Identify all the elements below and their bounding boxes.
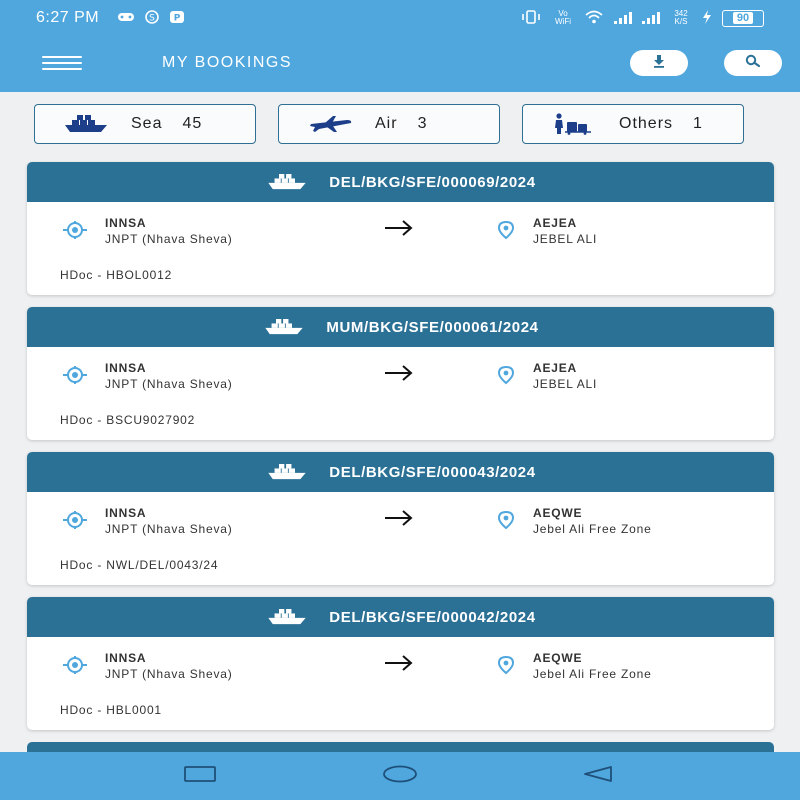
ship-icon <box>262 319 306 335</box>
network-speed: 342 K/S <box>674 9 688 26</box>
ship-icon <box>265 174 309 190</box>
booking-route <box>27 637 774 699</box>
square-icon <box>183 766 217 787</box>
destination-name: Jebel Ali Free Zone <box>533 667 652 681</box>
status-system-icons <box>520 10 764 27</box>
svg-text:S: S <box>149 13 155 23</box>
origin-code: INNSA <box>105 506 147 520</box>
tab-sea-label: Sea <box>131 115 163 132</box>
booking-number: DEL/BKG/SFE/000042/2024 <box>329 608 536 626</box>
signal-icon <box>614 12 632 24</box>
booking-card[interactable] <box>27 162 774 295</box>
destination-code: AEQWE <box>533 506 583 520</box>
booking-route <box>27 347 774 409</box>
status-bar <box>0 0 800 36</box>
booking-card[interactable] <box>27 452 774 585</box>
airplane-icon <box>307 115 353 133</box>
booking-card[interactable] <box>27 307 774 440</box>
house-document: HDoc - HBOL0012 <box>60 268 173 282</box>
tab-air[interactable] <box>278 104 500 144</box>
gamepad-icon <box>117 11 135 26</box>
origin-code: INNSA <box>105 651 147 665</box>
destination-name: JEBEL ALI <box>533 377 598 391</box>
origin-name: JNPT (Nhava Sheva) <box>105 377 233 391</box>
booking-number: DEL/BKG/SFE/000069/2024 <box>329 173 536 191</box>
svg-text:P: P <box>173 13 181 23</box>
booking-card-header <box>27 307 774 347</box>
booking-route <box>27 202 774 264</box>
battery-indicator <box>722 10 764 27</box>
arrow-right-icon <box>383 218 415 243</box>
destination-pin-icon <box>497 365 515 390</box>
destination-code: AEJEA <box>533 216 578 230</box>
category-tabs <box>0 92 800 162</box>
tab-others-label: Others <box>619 115 674 132</box>
page-title: MY BOOKINGS <box>162 54 293 71</box>
origin-name: JNPT (Nhava Sheva) <box>105 232 233 246</box>
origin-code: INNSA <box>105 361 147 375</box>
origin-location-icon <box>61 510 89 535</box>
booking-card-header <box>27 597 774 637</box>
destination-pin-icon <box>497 655 515 680</box>
vibrate-icon <box>520 10 542 27</box>
house-document: HDoc - NWL/DEL/0043/24 <box>60 558 219 572</box>
arrow-right-icon <box>383 363 415 388</box>
tab-sea-count: 45 <box>182 115 203 132</box>
menu-icon[interactable] <box>42 56 82 70</box>
search-button[interactable] <box>724 50 782 76</box>
tab-air-label: Air <box>375 115 398 132</box>
circle-icon <box>381 765 419 788</box>
dollar-app-icon <box>145 10 159 27</box>
payment-app-icon <box>169 10 185 27</box>
ship-icon <box>265 464 309 480</box>
search-icon <box>745 54 761 73</box>
booking-card-header <box>27 162 774 202</box>
arrow-right-icon <box>383 508 415 533</box>
ship-icon <box>265 609 309 625</box>
system-nav-bar <box>0 752 800 800</box>
origin-location-icon <box>61 365 89 390</box>
app-bar <box>0 36 800 92</box>
destination-code: AEQWE <box>533 651 583 665</box>
booking-number: DEL/BKG/SFE/000043/2024 <box>329 463 536 481</box>
origin-location-icon <box>61 655 89 680</box>
charging-icon <box>702 10 712 27</box>
network-label: Vo WiFi <box>555 9 571 26</box>
recents-button[interactable] <box>180 764 220 788</box>
tab-others[interactable] <box>522 104 744 144</box>
luggage-icon <box>551 113 597 135</box>
download-icon <box>652 54 666 73</box>
tab-others-count: 1 <box>693 115 703 132</box>
tab-air-count: 3 <box>417 115 428 132</box>
signal-icon-2 <box>642 12 660 24</box>
download-button[interactable] <box>630 50 688 76</box>
status-notification-icons <box>117 10 185 27</box>
wifi-icon <box>584 10 604 27</box>
origin-name: JNPT (Nhava Sheva) <box>105 522 233 536</box>
destination-name: Jebel Ali Free Zone <box>533 522 652 536</box>
booking-number: MUM/BKG/SFE/000061/2024 <box>326 318 539 336</box>
house-document: HDoc - BSCU9027902 <box>60 413 196 427</box>
top-bar <box>0 0 800 92</box>
destination-pin-icon <box>497 220 515 245</box>
battery-level: 90 <box>733 12 753 24</box>
back-triangle-icon <box>581 765 615 788</box>
status-time: 6:27 PM <box>36 9 100 26</box>
booking-route <box>27 492 774 554</box>
back-button[interactable] <box>578 764 618 788</box>
booking-card-header <box>27 452 774 492</box>
origin-name: JNPT (Nhava Sheva) <box>105 667 233 681</box>
origin-code: INNSA <box>105 216 147 230</box>
destination-name: JEBEL ALI <box>533 232 598 246</box>
destination-pin-icon <box>497 510 515 535</box>
ship-icon <box>63 115 109 133</box>
booking-card[interactable] <box>27 597 774 730</box>
house-document: HDoc - HBL0001 <box>60 703 162 717</box>
origin-location-icon <box>61 220 89 245</box>
home-button[interactable] <box>380 764 420 788</box>
arrow-right-icon <box>383 653 415 678</box>
tab-sea[interactable] <box>34 104 256 144</box>
destination-code: AEJEA <box>533 361 578 375</box>
